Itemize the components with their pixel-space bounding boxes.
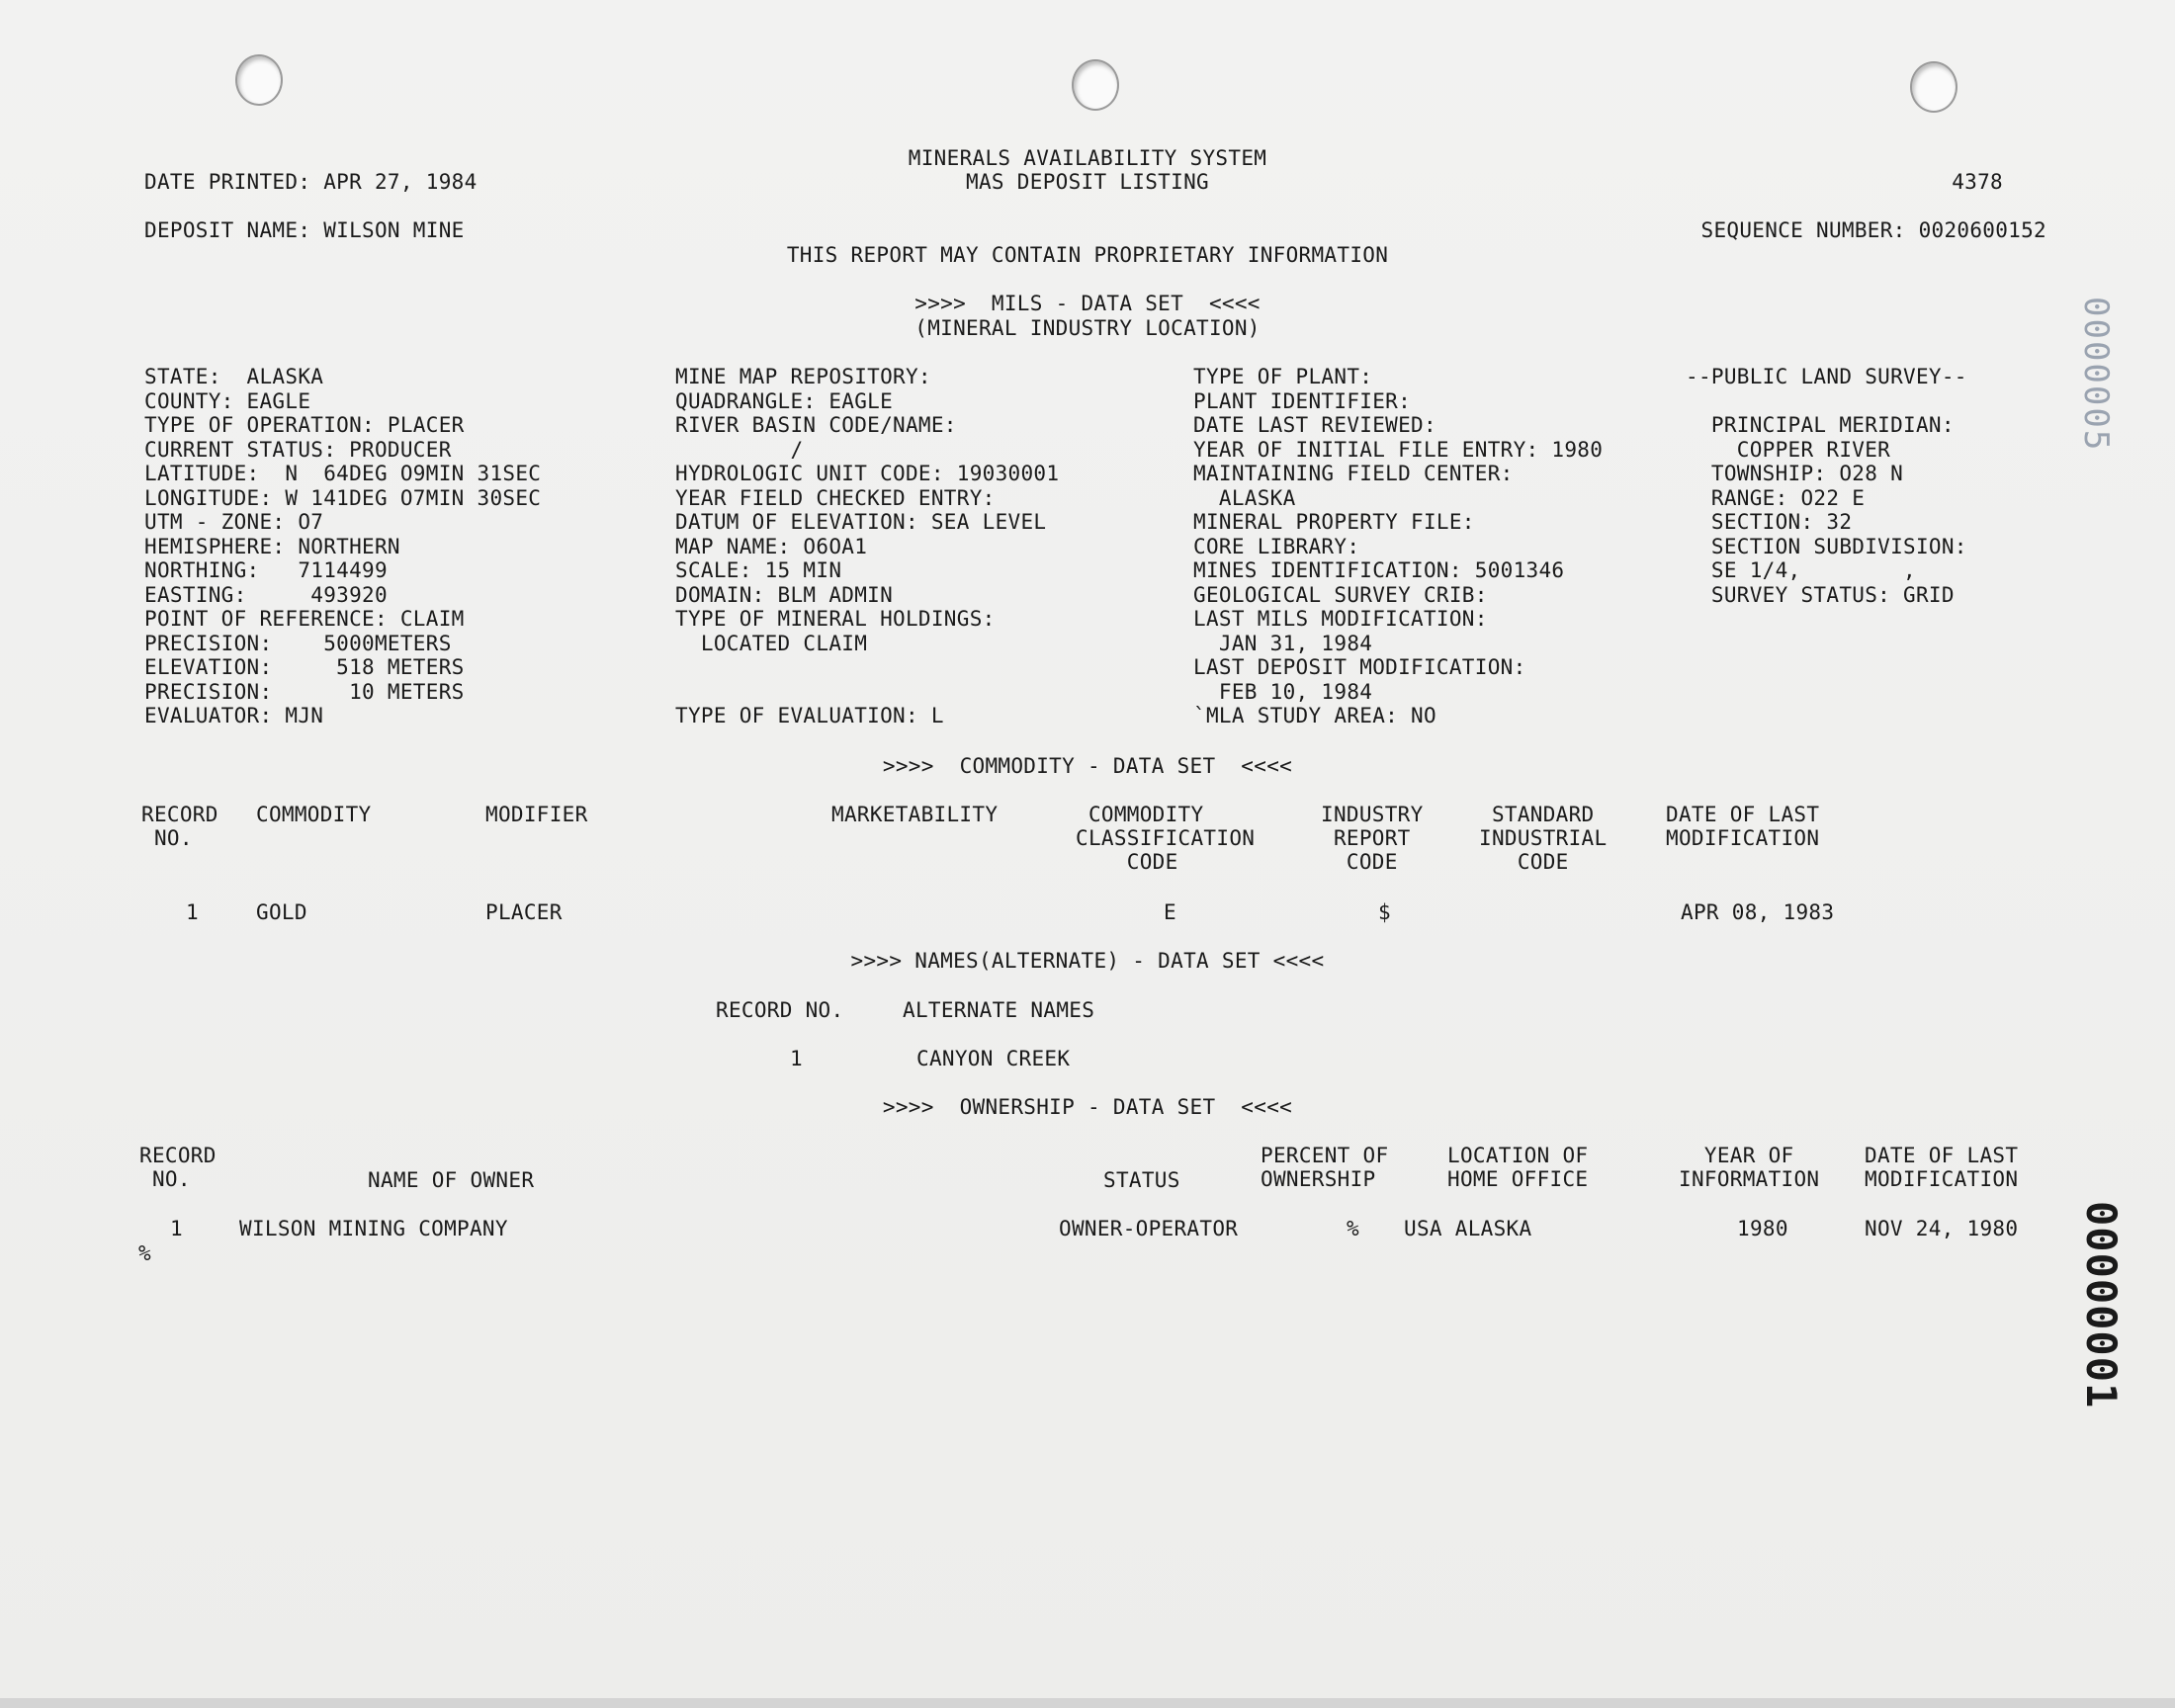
mils-field-plant: MINERAL PROPERTY FILE: xyxy=(1193,510,1475,534)
mils-field-land-survey: RANGE: O22 E xyxy=(1686,486,1866,510)
mils-field-location: TYPE OF OPERATION: PLACER xyxy=(144,413,465,437)
mils-field-location: COUNTY: EAGLE xyxy=(144,389,311,413)
mils-field-land-survey: --PUBLIC LAND SURVEY-- xyxy=(1686,365,1967,388)
mils-field-map: MAP NAME: O6OA1 xyxy=(675,535,868,558)
ownership-row-status: OWNER-OPERATOR xyxy=(1059,1217,1239,1240)
page-number: 4378 xyxy=(1952,170,2003,194)
ownership-header-owner: NAME OF OWNER xyxy=(368,1168,535,1192)
mils-field-land-survey: SURVEY STATUS: GRID xyxy=(1686,583,1955,607)
page-bottom-edge xyxy=(0,1698,2175,1708)
margin-mark-upper: 0000005 xyxy=(2076,297,2116,453)
mils-field-land-survey: SE 1/4, , xyxy=(1686,558,1916,582)
commodity-row-record: 1 xyxy=(186,900,199,924)
ownership-header-status: STATUS xyxy=(1103,1168,1180,1192)
ownership-header-record: RECORD NO. xyxy=(139,1144,217,1191)
mils-field-map: / xyxy=(675,438,804,462)
mils-field-location: NORTHING: 7114499 xyxy=(144,558,388,582)
mils-field-map: DATUM OF ELEVATION: SEA LEVEL xyxy=(675,510,1047,534)
mils-field-plant: LAST DEPOSIT MODIFICATION: xyxy=(1193,655,1526,679)
mils-field-location: LONGITUDE: W 141DEG O7MIN 30SEC xyxy=(144,486,542,510)
mils-field-map: DOMAIN: BLM ADMIN xyxy=(675,583,894,607)
mils-field-location: UTM - ZONE: O7 xyxy=(144,510,324,534)
commodity-header-modifier: MODIFIER xyxy=(485,803,588,826)
ownership-trailing-mark: % xyxy=(138,1241,151,1265)
mils-field-land-survey: SECTION: 32 xyxy=(1686,510,1853,534)
commodity-row-classification: E xyxy=(1164,900,1176,924)
mils-field-plant: FEB 10, 1984 xyxy=(1193,680,1373,704)
mils-field-location: EASTING: 493920 xyxy=(144,583,388,607)
mils-field-plant: DATE LAST REVIEWED: xyxy=(1193,413,1436,437)
mils-field-location: LATITUDE: N 64DEG O9MIN 31SEC xyxy=(144,462,542,485)
mils-field-location: POINT OF REFERENCE: CLAIM xyxy=(144,607,465,631)
mils-field-map: LOCATED CLAIM xyxy=(675,632,868,655)
listing-title: MAS DEPOSIT LISTING xyxy=(966,170,1209,194)
deposit-name: DEPOSIT NAME: WILSON MINE xyxy=(144,218,465,242)
mils-field-map: TYPE OF MINERAL HOLDINGS: xyxy=(675,607,996,631)
mils-field-plant: MINES IDENTIFICATION: 5001346 xyxy=(1193,558,1565,582)
commodity-header-classification: COMMODITY CLASSIFICATION CODE xyxy=(1076,803,1256,874)
mils-field-location: CURRENT STATUS: PRODUCER xyxy=(144,438,452,462)
mils-field-map: MINE MAP REPOSITORY: xyxy=(675,365,931,388)
commodity-row-date: APR 08, 1983 xyxy=(1681,900,1835,924)
names-section-title: >>>> NAMES(ALTERNATE) - DATA SET <<<< xyxy=(850,949,1325,973)
ownership-row-location: USA ALASKA xyxy=(1404,1217,1532,1240)
binder-hole-center xyxy=(1072,59,1119,111)
mils-field-plant: JAN 31, 1984 xyxy=(1193,632,1373,655)
names-header-record: RECORD NO. xyxy=(716,998,844,1022)
mils-field-land-survey: SECTION SUBDIVISION: xyxy=(1686,535,1967,558)
mils-field-map: TYPE OF EVALUATION: L xyxy=(675,704,944,727)
commodity-row-industry: $ xyxy=(1378,900,1391,924)
commodity-header-commodity: COMMODITY xyxy=(256,803,372,826)
margin-mark-lower: 00000001 xyxy=(2077,1201,2126,1409)
ownership-header-location: LOCATION OF HOME OFFICE xyxy=(1447,1144,1589,1191)
proprietary-notice: THIS REPORT MAY CONTAIN PROPRIETARY INFORMATION xyxy=(786,243,1389,267)
commodity-section-title: >>>> COMMODITY - DATA SET <<<< xyxy=(882,754,1293,778)
mils-field-plant: YEAR OF INITIAL FILE ENTRY: 1980 xyxy=(1193,438,1604,462)
commodity-row-commodity: GOLD xyxy=(256,900,307,924)
date-printed: DATE PRINTED: APR 27, 1984 xyxy=(144,170,478,194)
mils-field-map: QUADRANGLE: EAGLE xyxy=(675,389,894,413)
mils-field-plant: CORE LIBRARY: xyxy=(1193,535,1360,558)
commodity-header-record: RECORD NO. xyxy=(141,803,218,850)
mils-field-location: PRECISION: 5000METERS xyxy=(144,632,452,655)
mils-field-plant: ALASKA xyxy=(1193,486,1296,510)
mils-section-title: >>>> MILS - DATA SET <<<< xyxy=(914,292,1261,315)
ownership-row-percent: % xyxy=(1347,1217,1359,1240)
mils-field-location: ELEVATION: 518 METERS xyxy=(144,655,465,679)
mils-field-map: HYDROLOGIC UNIT CODE: 19030001 xyxy=(675,462,1060,485)
commodity-header-date: DATE OF LAST MODIFICATION xyxy=(1666,803,1820,850)
commodity-header-industry: INDUSTRY REPORT CODE xyxy=(1321,803,1424,874)
ownership-row-date: NOV 24, 1980 xyxy=(1865,1217,2019,1240)
ownership-header-percent: PERCENT OF OWNERSHIP xyxy=(1261,1144,1389,1191)
mils-field-location: STATE: ALASKA xyxy=(144,365,324,388)
mils-field-location: PRECISION: 10 METERS xyxy=(144,680,465,704)
mils-field-map: YEAR FIELD CHECKED ENTRY: xyxy=(675,486,996,510)
ownership-row-year: 1980 xyxy=(1737,1217,1788,1240)
mils-section-subtitle: (MINERAL INDUSTRY LOCATION) xyxy=(914,316,1261,340)
mils-field-plant: MAINTAINING FIELD CENTER: xyxy=(1193,462,1514,485)
mils-field-location: HEMISPHERE: NORTHERN xyxy=(144,535,400,558)
mils-field-land-survey: COPPER RIVER xyxy=(1686,438,1891,462)
binder-hole-left xyxy=(235,54,283,106)
mils-field-land-survey: PRINCIPAL MERIDIAN: xyxy=(1686,413,1955,437)
mils-field-map: RIVER BASIN CODE/NAME: xyxy=(675,413,957,437)
sequence-number: SEQUENCE NUMBER: 0020600152 xyxy=(1700,218,2046,242)
ownership-row-owner: WILSON MINING COMPANY xyxy=(239,1217,508,1240)
commodity-row-modifier: PLACER xyxy=(485,900,563,924)
ownership-row-record: 1 xyxy=(170,1217,183,1240)
system-title: MINERALS AVAILABILITY SYSTEM xyxy=(908,146,1267,170)
mils-field-plant: TYPE OF PLANT: xyxy=(1193,365,1373,388)
commodity-header-marketability: MARKETABILITY xyxy=(831,803,999,826)
names-row-name: CANYON CREEK xyxy=(916,1047,1071,1070)
names-header-names: ALTERNATE NAMES xyxy=(903,998,1095,1022)
mils-field-land-survey: TOWNSHIP: O28 N xyxy=(1686,462,1904,485)
ownership-section-title: >>>> OWNERSHIP - DATA SET <<<< xyxy=(882,1095,1293,1119)
mils-field-plant: LAST MILS MODIFICATION: xyxy=(1193,607,1488,631)
ownership-header-date: DATE OF LAST MODIFICATION xyxy=(1865,1144,2019,1191)
mils-field-map: SCALE: 15 MIN xyxy=(675,558,842,582)
binder-hole-right xyxy=(1910,61,1958,113)
names-row-record: 1 xyxy=(790,1047,803,1070)
mils-field-plant: PLANT IDENTIFIER: xyxy=(1193,389,1412,413)
mils-field-plant: GEOLOGICAL SURVEY CRIB: xyxy=(1193,583,1488,607)
commodity-header-standard: STANDARD INDUSTRIAL CODE xyxy=(1479,803,1608,874)
mils-field-location: EVALUATOR: MJN xyxy=(144,704,324,727)
mils-field-plant: `MLA STUDY AREA: NO xyxy=(1193,704,1436,727)
ownership-header-year: YEAR OF INFORMATION xyxy=(1679,1144,1820,1191)
